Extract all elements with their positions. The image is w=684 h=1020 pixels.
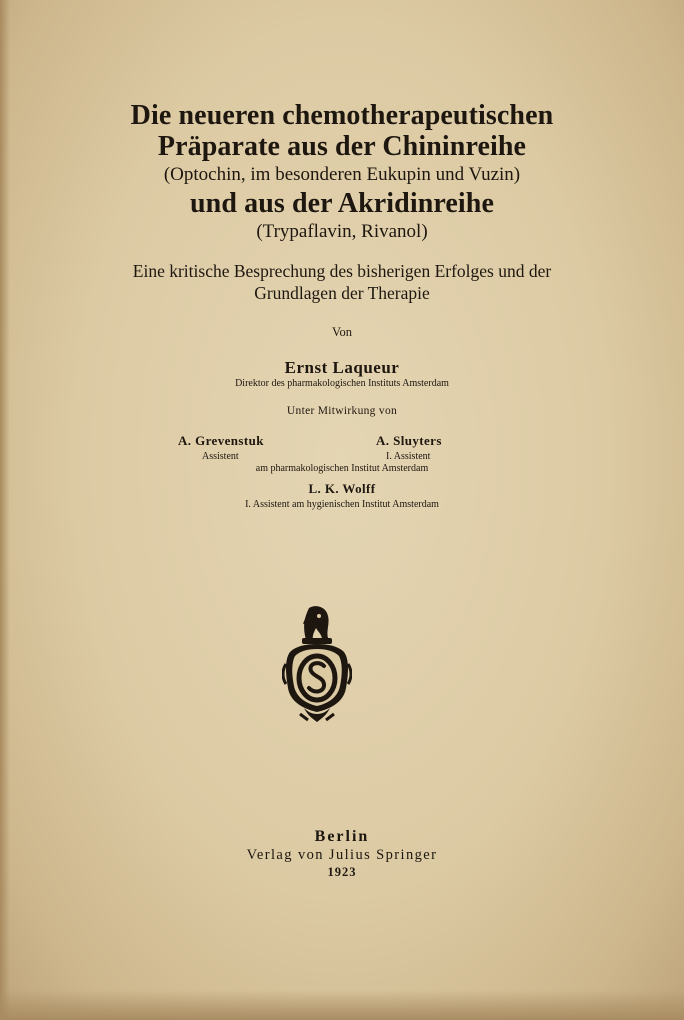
author-name: Ernst Laqueur	[284, 358, 400, 377]
springer-horse-head-emblem-icon	[282, 604, 352, 728]
title-line-2: Präparate aus der Chininreihe	[157, 131, 527, 162]
title-parenthetical-1: (Optochin, im besonderen Eukupin und Vuzin)	[163, 164, 521, 185]
coauthor-sluyters: A. Sluyters	[376, 433, 442, 448]
coauthor-grevenstuk: A. Grevenstuk	[178, 433, 264, 448]
subtitle-line-2: Grundlagen der Therapie	[254, 283, 430, 303]
publisher-city: Berlin	[314, 828, 370, 845]
title-line-1: Die neueren chemotherapeutischen	[130, 100, 554, 131]
coauthors-affiliation: am pharmakologischen Institut Amsterdam	[255, 463, 429, 474]
author-affiliation: Direktor des pharmakologischen Instituts Amsterdam	[235, 378, 449, 389]
title-parenthetical-2: (Trypaflavin, Rivanol)	[256, 221, 428, 242]
publisher-name: Verlag von Julius Springer	[246, 847, 438, 863]
coauthor-grevenstuk-role: Assistent	[202, 451, 239, 462]
subtitle-line-1: Eine kritische Besprechung des bisherigen Erfolges und der	[132, 261, 552, 281]
coauthor-wolff-role: I. Assistent am hygienischen Institut Amsterdam	[245, 499, 439, 510]
coauthor-wolff: L. K. Wolff	[308, 481, 376, 496]
publication-year: 1923	[327, 865, 357, 879]
collaboration-intro: Unter Mitwirkung von	[286, 405, 398, 417]
page-edge-shadow-bottom	[0, 990, 684, 1020]
coauthor-sluyters-role: I. Assistent	[386, 451, 431, 462]
title-line-4: und aus der Akridinreihe	[189, 188, 494, 219]
von-label: Von	[332, 325, 352, 339]
